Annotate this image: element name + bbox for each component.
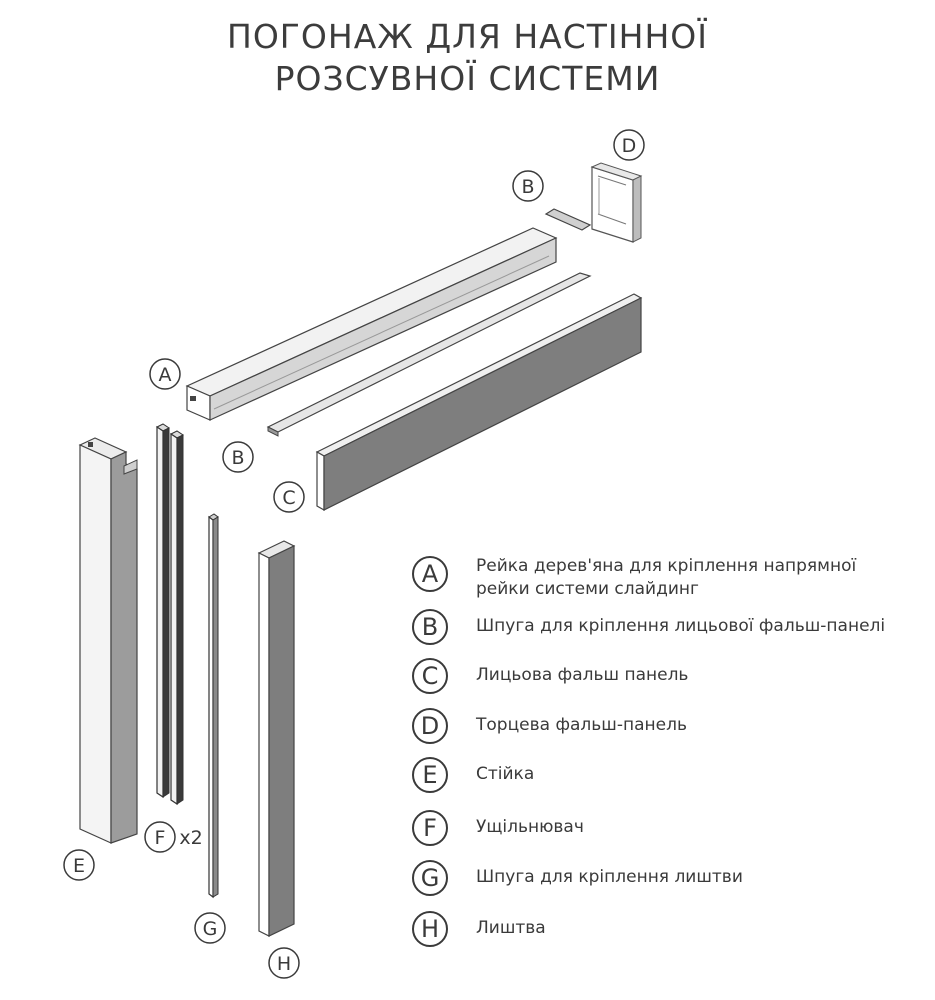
marker-h <box>269 948 299 978</box>
legend-letter: C <box>412 658 448 694</box>
legend-letter: F <box>412 810 448 846</box>
legend-letter: E <box>412 757 448 793</box>
marker-f-count: x2 <box>179 827 203 849</box>
page-title-line-2: РОЗСУВНОЇ СИСТЕМИ <box>274 59 661 98</box>
part-f-seal-1 <box>157 424 169 797</box>
legend-letter: G <box>412 860 448 896</box>
svg-text:B: B <box>231 447 245 469</box>
svg-text:B: B <box>521 176 535 198</box>
svg-text:D: D <box>621 135 637 157</box>
part-f-seal-2 <box>171 431 183 804</box>
part-d-end-panel <box>592 163 641 242</box>
legend-letter: D <box>412 708 448 744</box>
legend-item-e <box>412 757 896 793</box>
legend-text: Шпуга для кріплення лицьової фальш-панелі <box>476 616 886 636</box>
svg-text:H: H <box>276 953 292 975</box>
legend-text: Торцева фальш-панель <box>476 715 687 735</box>
svg-text:E: E <box>72 855 86 877</box>
part-e-post <box>80 438 137 843</box>
legend-text: Лицьова фальш панель <box>476 665 689 685</box>
marker-e <box>64 850 94 880</box>
legend-letter: B <box>412 609 448 645</box>
marker-b-top <box>513 171 543 201</box>
marker-a <box>150 359 180 389</box>
legend-letter: A <box>412 556 448 592</box>
svg-text:F: F <box>154 827 166 849</box>
page-title-line-1: ПОГОНАЖ ДЛЯ НАСТІННОЇ <box>227 17 708 56</box>
legend-item-c <box>412 658 896 694</box>
legend-text: Лиштва <box>476 918 546 938</box>
legend-item-a <box>412 556 896 601</box>
svg-text:C: C <box>282 487 296 509</box>
marker-b-bottom <box>223 442 253 472</box>
marker-d <box>614 130 644 160</box>
legend-text: Шпуга для кріплення лиштви <box>476 867 743 887</box>
legend-item-h <box>412 911 896 947</box>
legend-text: Стійка <box>476 764 535 784</box>
svg-text:G: G <box>202 918 218 940</box>
part-b-strip-small <box>546 209 590 230</box>
svg-text:A: A <box>158 364 172 386</box>
legend-text: Ущільнювач <box>476 817 584 837</box>
marker-f <box>145 822 203 852</box>
part-h-trim <box>259 541 294 936</box>
part-g-trim-strip <box>209 514 218 897</box>
legend-item-b <box>412 609 896 645</box>
marker-c <box>274 482 304 512</box>
legend-text: Рейка дерев'яна для кріплення напрямної рейки системи слайдинг <box>476 556 857 599</box>
legend-letter: H <box>412 911 448 947</box>
legend-item-g <box>412 860 896 896</box>
marker-g <box>195 913 225 943</box>
legend-item-f <box>412 810 896 846</box>
legend-item-d <box>412 708 896 744</box>
